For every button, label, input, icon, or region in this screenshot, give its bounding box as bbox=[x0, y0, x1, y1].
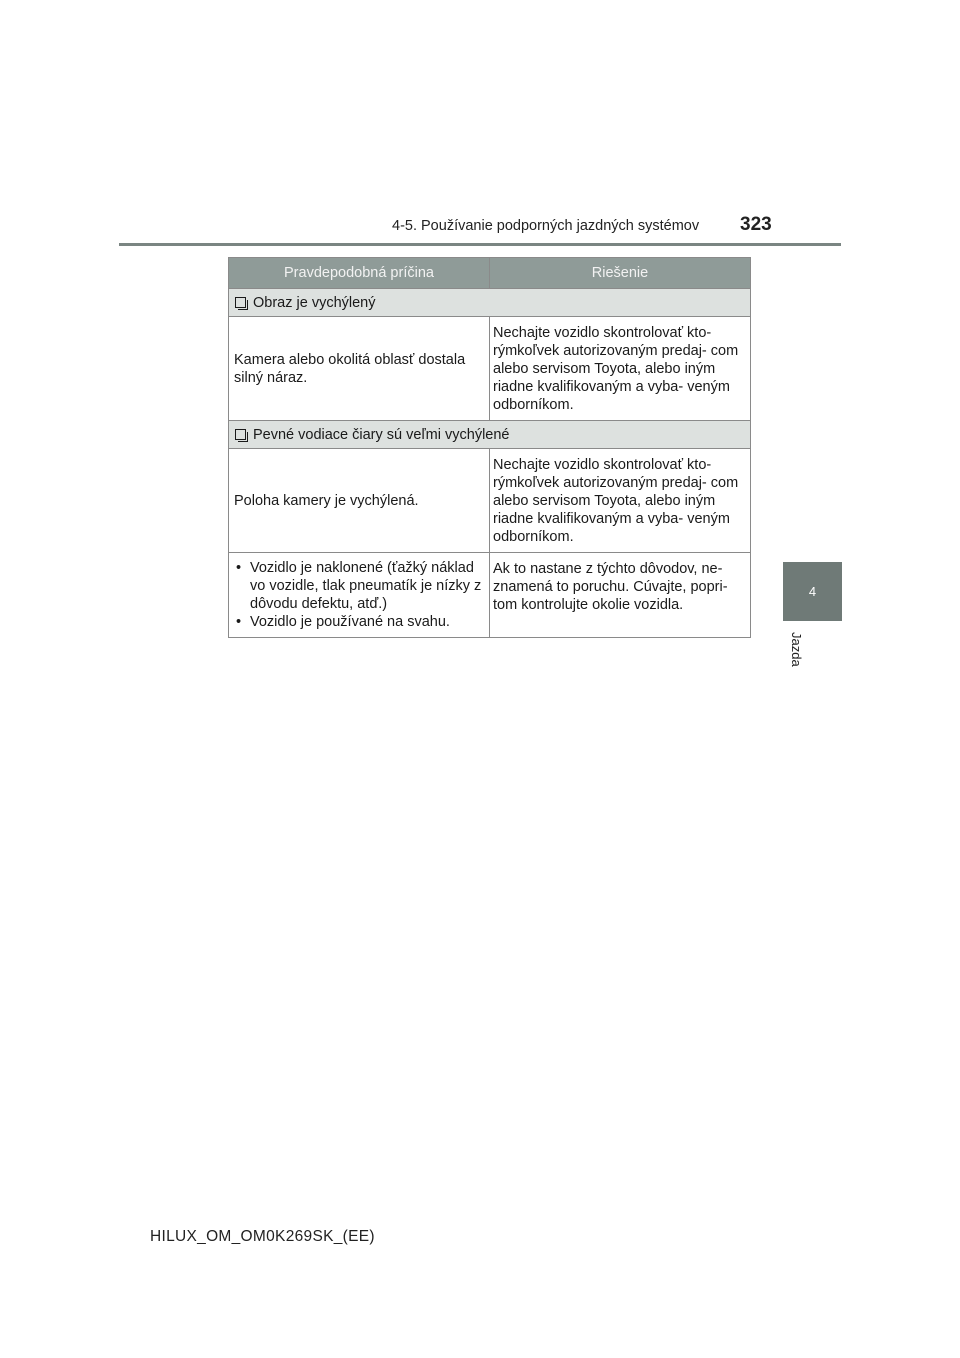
section-header bbox=[229, 421, 751, 449]
list-item: • Vozidlo je naklonené (ťažký náklad vo vozidle, tlak pneumatík je nízky z dôvodu defektu, atď.) bbox=[234, 559, 484, 613]
section-header-row bbox=[229, 289, 751, 317]
table-header-row bbox=[229, 258, 751, 289]
chapter-number: 4 bbox=[808, 584, 817, 599]
cause-cell bbox=[229, 553, 490, 638]
chapter-tab[interactable] bbox=[783, 562, 842, 621]
page-number: 323 bbox=[740, 214, 772, 235]
troubleshooting-table bbox=[228, 257, 751, 638]
section-title: 4-5. Používanie podporných jazdných systémov bbox=[392, 218, 700, 234]
header-divider bbox=[119, 243, 841, 246]
solution-cell: Ak to nastane z týchto dôvodov, ne- znamená to poruchu. Cúvajte, popri- tom kontrolujte okolie vozidla. bbox=[490, 553, 751, 638]
section-title-text: Obraz je vychýlený bbox=[253, 294, 376, 311]
table-row bbox=[229, 449, 751, 553]
solution-cell: Nechajte vozidlo skontrolovať kto- rýmkoľvek autorizovaným predaj- com alebo servisom Toyota, alebo iným riadne kvalifikovaným a vyba- veným odborníkom. bbox=[490, 449, 751, 553]
cause-cell: Poloha kamery je vychýlená. bbox=[229, 449, 490, 553]
column-header-solution: Riešenie bbox=[490, 258, 751, 289]
table-row bbox=[229, 317, 751, 421]
column-header-cause: Pravdepodobná príčina bbox=[229, 258, 490, 289]
chapter-label: Jazda bbox=[789, 632, 804, 667]
cause-cell: Kamera alebo okolitá oblasť dostala silný náraz. bbox=[229, 317, 490, 421]
solution-cell: Nechajte vozidlo skontrolovať kto- rýmkoľvek autorizovaným predaj- com alebo servisom Toyota, alebo iným riadne kvalifikovaným a vyba- veným odborníkom. bbox=[490, 317, 751, 421]
section-title-text: Pevné vodiace čiary sú veľmi vychýlené bbox=[253, 426, 510, 443]
document-code: HILUX_OM_OM0K269SK_(EE) bbox=[150, 1228, 375, 1245]
checkbox-icon bbox=[235, 297, 246, 308]
list-item: • Vozidlo je používané na svahu. bbox=[234, 613, 484, 631]
section-header-row bbox=[229, 421, 751, 449]
cause-bullet-list bbox=[234, 559, 484, 631]
checkbox-icon bbox=[235, 429, 246, 440]
section-header bbox=[229, 289, 751, 317]
table-row bbox=[229, 553, 751, 638]
